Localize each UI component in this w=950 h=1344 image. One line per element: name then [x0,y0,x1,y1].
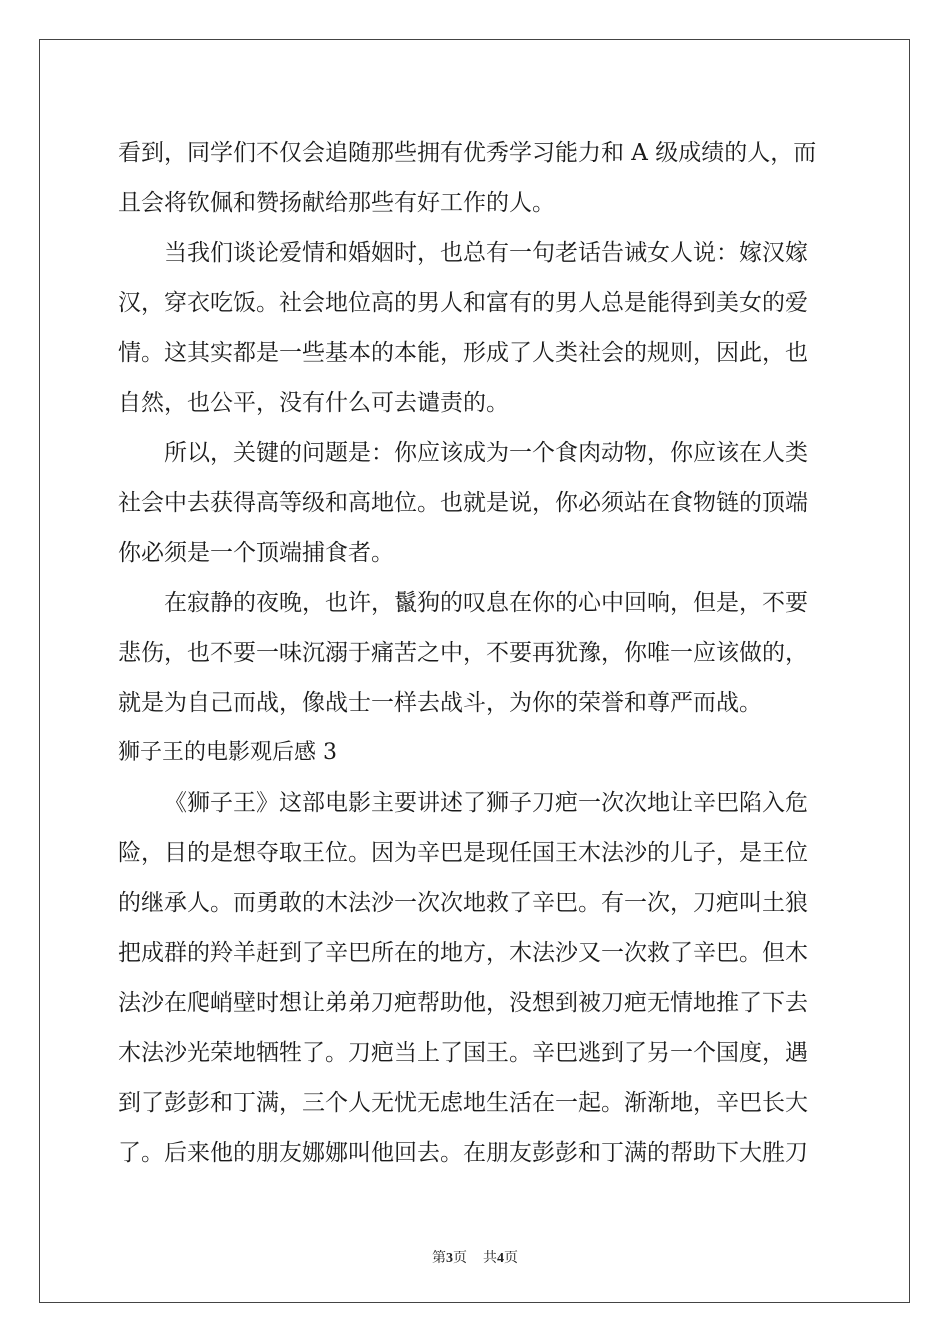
text-line: 的继承人。而勇敢的木法沙一次次地救了辛巴。有一次，刀疤叫土狼 [118,890,808,916]
paragraph-1 [118,128,832,228]
text-line: 看到，同学们不仅会追随那些拥有优秀学习能力和 A 级成绩的人，而 [118,140,817,166]
paragraph-4 [118,578,832,728]
paragraph-3 [118,428,832,578]
text-line: 所以，关键的问题是：你应该成为一个食肉动物，你应该在人类 [164,440,808,466]
page-total-suffix: 页 [504,1251,518,1266]
text-line: 自然，也公平，没有什么可去谴责的。 [118,390,509,416]
text-line: 了。后来他的朋友娜娜叫他回去。在朋友彭彭和丁满的帮助下大胜刀 [118,1140,808,1166]
text-line: 且会将钦佩和赞扬献给那些有好工作的人。 [118,190,555,216]
page-number-total: 4 [497,1251,504,1266]
text-line: 木法沙光荣地牺牲了。刀疤当上了国王。辛巴逃到了另一个国度，遇 [118,1040,808,1066]
text-line: 把成群的羚羊赶到了辛巴所在的地方，木法沙又一次救了辛巴。但木 [118,940,808,966]
document-body [118,128,832,1178]
text-line: 情。这其实都是一些基本的本能，形成了人类社会的规则，因此，也 [118,340,808,366]
page-number-suffix: 页 [453,1251,467,1266]
page-number-prefix: 第 [432,1251,446,1266]
page-number-current: 3 [446,1251,453,1266]
paragraph-5 [118,778,832,1178]
page-total-prefix: 共 [483,1251,497,1266]
text-line: 当我们谈论爱情和婚姻时，也总有一句老话告诫女人说：嫁汉嫁 [164,240,808,266]
section-heading: 狮子王的电影观后感 3 [118,740,337,765]
text-line: 悲伤，也不要一味沉溺于痛苦之中，不要再犹豫，你唯一应该做的， [118,640,808,666]
text-line: 汉，穿衣吃饭。社会地位高的男人和富有的男人总是能得到美女的爱 [118,290,808,316]
text-line: 险，目的是想夺取王位。因为辛巴是现任国王木法沙的儿子，是王位 [118,840,808,866]
paragraph-2 [118,228,832,428]
text-line: 《狮子王》这部电影主要讲述了狮子刀疤一次次地让辛巴陷入危 [164,790,808,816]
page-footer [0,1247,950,1267]
text-line: 到了彭彭和丁满，三个人无忧无虑地生活在一起。渐渐地，辛巴长大 [118,1090,808,1116]
text-line: 在寂静的夜晚，也许，鬣狗的叹息在你的心中回响，但是，不要 [164,590,808,616]
text-line: 就是为自己而战，像战士一样去战斗，为你的荣誉和尊严而战。 [118,690,762,716]
text-line: 法沙在爬峭壁时想让弟弟刀疤帮助他，没想到被刀疤无情地推了下去 [118,990,808,1016]
text-line: 你必须是一个顶端捕食者。 [118,540,394,566]
text-line: 社会中去获得高等级和高地位。也就是说，你必须站在食物链的顶端 [118,490,808,516]
